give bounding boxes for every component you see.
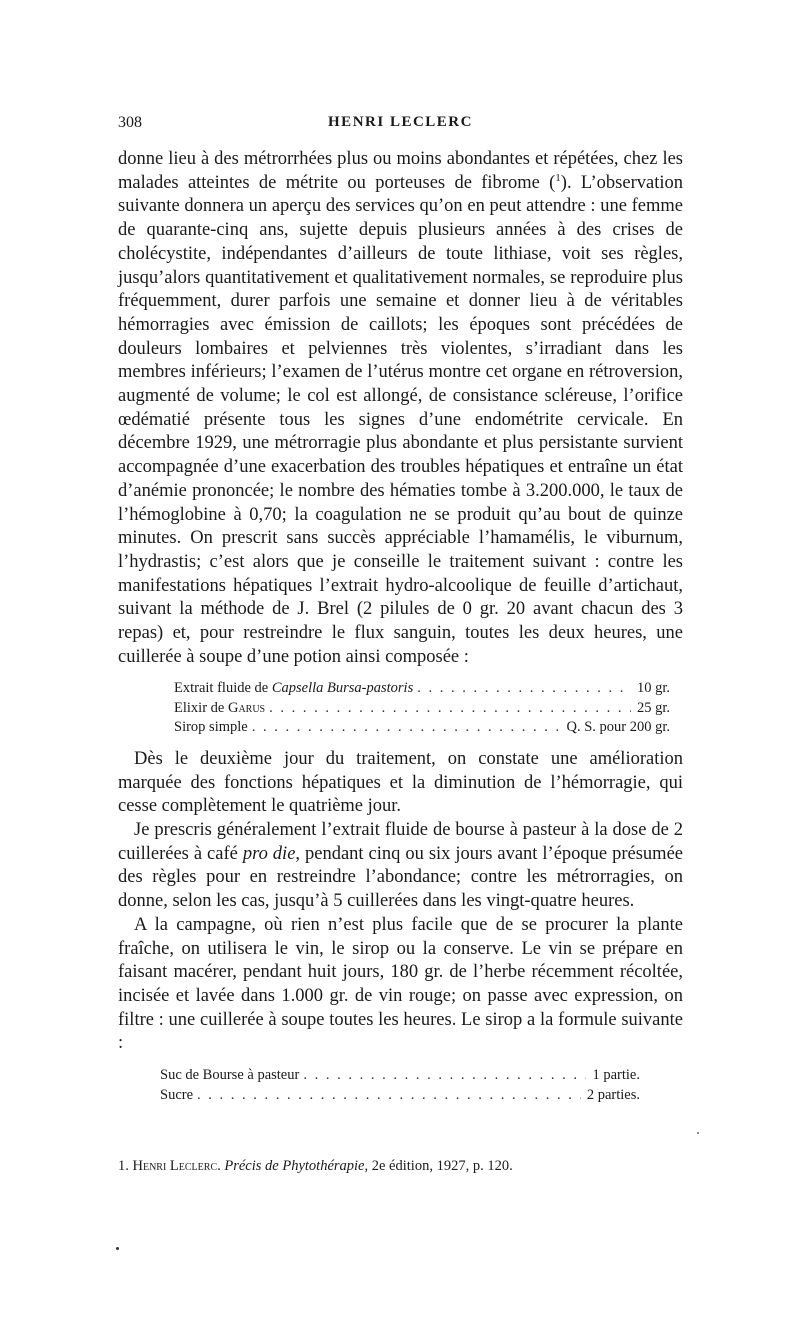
ingredient-label: Sucre — [160, 1086, 194, 1103]
ingredient-label: Suc de Bourse à pasteur — [160, 1067, 300, 1084]
paragraph-1-text-b: ). L’observation suivante donnera un aperçu des services qu’on en peut attendre : une femme de quarante-cinq ans, sujette depuis plusieurs années à des crises de cholécystite, indépendantes d’ailleurs de toute lithiase, voit ses règles, jusqu’alors quantitativement et qualitativement normales, se reproduire plus fréquemment, durer parfois une semaine et donner lieu à de véritables hémorragies avec émission de caillots; les époques sont précédées de douleurs lombaires et pelviennes très violentes, s’irradiant dans les membres inférieurs; l’examen de l’utérus montre cet organe en rétroversion, augmenté de volume; le col est allongé, de consistance scléreuse, l’orifice œdématié présente tous les signes d’une endométrite cervicale. En décembre 1929, une métrorragie plus abondante et plus persistante survient accompagnée d’une exacerbation des troubles hépatiques et entraîne un état d’anémie prononcée; le nombre des hématies tombe à 3.200.000, le taux de l’hémoglobine à 0,70; la coagulation ne se produit qu’au bout de quinze minutes. On prescrit sans succès appréciable l’hamamélis, le viburnum, l’hydrastis; c’est alors que je conseille le traitement suivant : contre les manifestations hépatiques l’extrait hydro-alcoolique de feuille d’artichaut, suivant la méthode de J. Brel (2 pilules de 0 gr. 20 avant chacun des 3 repas) et, pour restreindre le flux sanguin, toutes les deux heures, une cuillerée à soupe d’une potion ainsi composée : — [118, 172, 683, 667]
dot-leader — [303, 1066, 586, 1086]
print-speck — [697, 1132, 699, 1134]
ingredient-quantity: 1 partie. — [592, 1067, 640, 1084]
dot-leader — [197, 1086, 581, 1106]
footnote-author: Henri Leclerc. — [132, 1158, 221, 1174]
print-speck — [116, 1247, 119, 1250]
ingredient-quantity: 25 gr. — [636, 699, 670, 716]
page-body — [118, 148, 683, 1115]
page-header — [118, 114, 683, 136]
dot-leader — [252, 718, 561, 738]
recipe-row — [160, 1086, 640, 1106]
footnote-number: 1. — [118, 1158, 129, 1174]
paragraph-3-italic: pro die — [242, 843, 296, 864]
running-head: HENRI LECLERC — [328, 114, 473, 130]
ingredient-label: Extrait fluide de — [174, 680, 272, 697]
dot-leader — [269, 699, 631, 719]
paragraph-1-text-a: donne lieu à des métrorrhées plus ou moins abondantes et répétées, chez les malades atteintes de métrite ou porteuses de fibrome ( — [118, 149, 683, 193]
paragraph-3-text-b: , pendant cinq ou six jours avant l’époque présumée des règles pour en restreindre l’abondance; contre les métrorragies, on donne, selon les cas, jusqu’à 5 cuillerées dans les vingt-quatre heures. — [118, 843, 683, 912]
footnote-reference: 1 — [555, 171, 561, 184]
page-number: 308 — [118, 114, 142, 131]
recipe-row — [174, 718, 670, 738]
footnote-title: Précis de Phytothérapie — [224, 1158, 365, 1174]
paragraph-3 — [118, 819, 683, 914]
recipe-row — [174, 679, 670, 699]
paragraph-4 — [118, 914, 683, 1056]
paragraph-2 — [118, 748, 683, 819]
paragraph-3-text-a: Je prescris généralement l’extrait fluide de bourse à pasteur à la dose de 2 cuillerées à café — [118, 820, 683, 864]
recipe-row — [160, 1066, 640, 1086]
footnote — [118, 1158, 683, 1175]
dot-leader — [417, 679, 631, 699]
recipe-row — [174, 699, 670, 719]
ingredient-label: Elixir de — [174, 699, 228, 716]
paragraph-1 — [118, 148, 683, 669]
ingredient-quantity: 2 parties. — [586, 1086, 640, 1103]
footnote-details: , 2e édition, 1927, p. 120. — [364, 1158, 513, 1174]
recipe-syrup — [160, 1066, 640, 1105]
paragraph-4-text: A la campagne, où rien n’est plus facile que de se procurer la plante fraîche, on utilisera le vin, le sirop ou la conserve. Le vin se prépare en faisant macérer, pendant huit jours, 180 gr. de l’herbe récemment récoltée, incisée et lavée dans 1.000 gr. de vin rouge; on passe avec expression, on filtre : une cuillerée à soupe toutes les heures. Le sirop a la formule suivante : — [118, 914, 683, 1054]
recipe-potion — [174, 679, 670, 738]
ingredient-quantity: 10 gr. — [636, 680, 670, 697]
ingredient-latin-name: Capsella Bursa-pastoris — [271, 680, 414, 697]
ingredient-brand-name: Garus — [227, 699, 266, 716]
ingredient-label: Sirop simple — [174, 719, 248, 736]
ingredient-quantity: Q. S. pour 200 gr. — [566, 719, 670, 736]
paragraph-2-text: Dès le deuxième jour du traitement, on constate une amélioration marquée des fonctions hépatiques et la diminution de l’hémorragie, qui cesse complètement le quatrième jour. — [118, 748, 683, 817]
